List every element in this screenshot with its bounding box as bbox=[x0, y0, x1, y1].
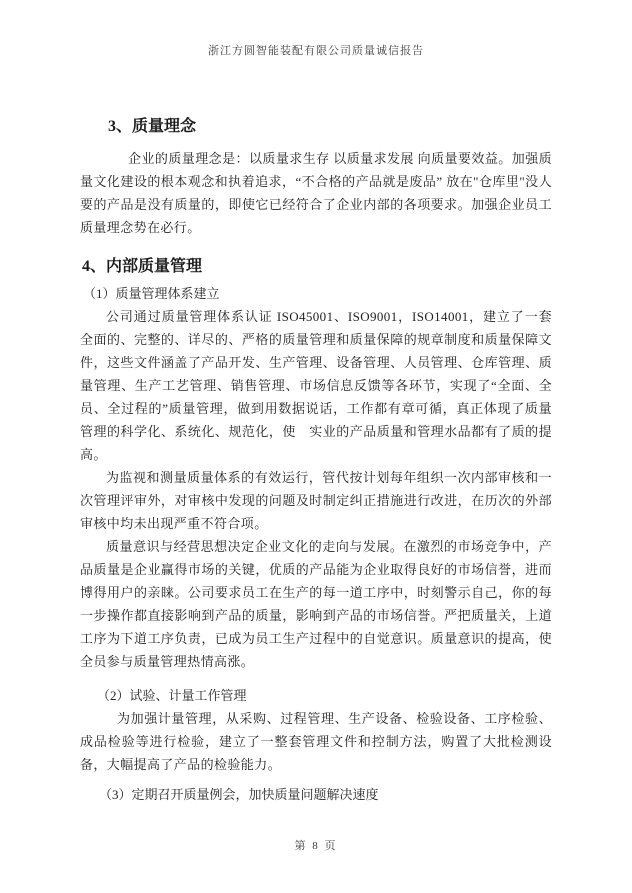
page-content bbox=[80, 116, 552, 806]
page-header-title: 浙江方圆智能装配有限公司质量诚信报告 bbox=[208, 45, 424, 57]
section-4-heading: 4、内部质量管理 bbox=[82, 258, 203, 275]
subsection-1-paragraph-1: 公司通过质量管理体系认证 ISO45001、ISO9001，ISO14001，建立了一套全面的、完整的、详尽的、严格的质量管理和质量保障的规章制度和质量保障文件，这些文件涵盖了产品开发、生产管理、设备管理、人员管理、仓库管理、质量管理、生产工艺管理、销售管理、市场信息反馈等各环节，实现了“全面、全员、全过程的”质量管理，做到用数据说话，工作都有章可循，真正体现了质量管理的科学化、系统化、规范化，使 实业的产品质量和管理水品都有了质的提高。 bbox=[80, 309, 552, 462]
subsection-1-heading: （1）质量管理体系建立 bbox=[83, 286, 220, 301]
subsection-1-paragraph-3: 质量意识与经营思想决定企业文化的走向与发展。在激烈的市场竞争中，产品质量是企业赢得市场的关键，优质的产品能为企业取得良好的市场信誉，进而博得用户的亲睐。公司要求员工在生产的每一道工序中，时刻警示自己，你的每一步操作都直接影响到产品的质量，影响到产品的市场信誉。严把质量关，上道工序为下道工序负责，已成为员工生产过程中的自觉意识。质量意识的提高，使全员参与质量管理热情高涨。 bbox=[80, 539, 552, 669]
page-footer-page-number: 第 8 页 bbox=[294, 840, 338, 852]
subsection-3-heading: （3）定期召开质量例会，加快质量问题解决速度 bbox=[99, 787, 379, 802]
section-3-heading: 3、质量理念 bbox=[108, 118, 197, 135]
section-3-paragraph: 企业的质量理念是：以质量求生存 以质量求发展 向质量要效益。加强质量文化建设的根本观念和执着追求，“不合格的产品就是废品” 放在"仓库里"没人要的产品是没有质量的，即使它已经符合了企业内部的各项要求。加强企业员工质量理念势在必行。 bbox=[80, 151, 552, 235]
subsection-2-paragraph: 为加强计量管理，从采购、过程管理、生产设备、检验设备、工序检验、成品检验等进行检验，建立了一整套管理文件和控制方法，购置了大批检测设备，大幅提高了产品的检验能力。 bbox=[80, 711, 552, 772]
subsection-1-paragraph-2: 为监视和测量质量体系的有效运行，管代按计划每年组织一次内部审核和一次管理评审外，对审核中发现的问题及时制定纠正措施进行改进，在历次的外部审核中均未出现严重不符合项。 bbox=[80, 470, 552, 531]
subsection-2-heading: （2）试验、计量工作管理 bbox=[97, 688, 247, 703]
